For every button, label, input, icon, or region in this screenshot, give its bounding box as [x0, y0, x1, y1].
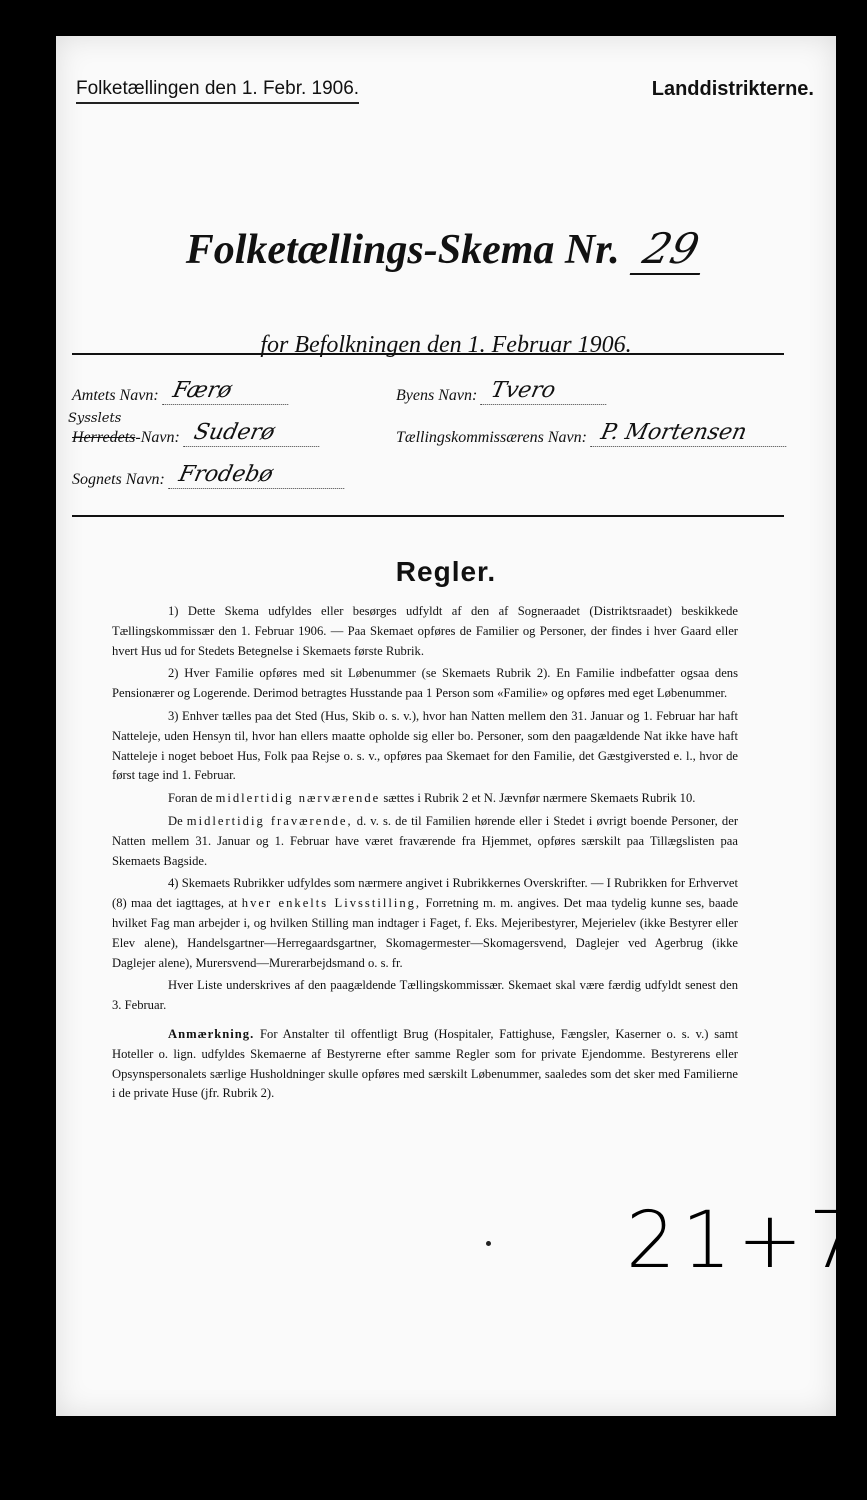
form-title [56, 224, 836, 275]
amt-label: Amtets Navn: [72, 387, 159, 404]
sogn-field [72, 462, 347, 489]
by-field [396, 378, 609, 405]
rules-heading: Regler. [395, 556, 497, 587]
divider-top [72, 353, 784, 355]
by-value: Tvero [480, 378, 612, 405]
rule-1: 1) Dette Skema udfyldes eller besørges udfyldt af den af Sogneraadet (Distriktsraadet) beskikkede Tællingskommissær den 1. Februar 1906. — Paa Skemaet opføres de Familier og Personer, der findes i hver Gaard eller hvert Hus ud for Stedets Betegnelse i Skemaets første Rubrik. [112, 604, 738, 658]
kommissaer-label: Tællingskommissærens Navn: [396, 429, 587, 446]
census-form-page [56, 36, 865, 1416]
rule-3b [112, 789, 738, 809]
form-title-text: Folketællings-Skema Nr. [185, 227, 620, 273]
district-type-header: Landdistrikterne. [651, 78, 814, 100]
herred-struck: Herredets [72, 429, 136, 446]
by-label: Byens Navn: [396, 387, 478, 404]
form-subtitle: for Befolkningen den 1. Februar 1906. [260, 332, 632, 358]
kommissaer-value: P. Mortensen [590, 420, 792, 447]
rule-4b: Hver Liste underskrives af den paagældende Tællingskommissær. Skemaet skal være færdig udfyldt senest den 3. Februar. [112, 978, 738, 1013]
amt-value: Færø [162, 378, 294, 405]
sysle-handwritten: Sysslets [68, 411, 122, 426]
rule-3b-pre: Foran de [168, 791, 213, 806]
note [112, 1025, 738, 1104]
divider-bottom [72, 515, 784, 517]
rule-3c-spaced: midlertidig fraværende, [186, 813, 353, 828]
census-date-header: Folketællingen den 1. Febr. 1906. [76, 78, 359, 104]
rule-4-spaced: hver enkelts Livsstilling, [241, 896, 422, 911]
form-number: 29 [630, 224, 713, 275]
amt-field [72, 378, 291, 405]
herred-value: Suderø [183, 420, 325, 447]
sogn-value: Frodebø [168, 462, 350, 489]
rule-3c [112, 812, 738, 871]
kommissaer-field [396, 420, 789, 447]
herred-field [68, 411, 322, 447]
rule-3: 3) Enhver tælles paa det Sted (Hus, Skib o. s. v.), hvor han Natten mellem den 31. Januar og 1. Februar har haft Natteleje, uden Hensyn til, hvor han ellers maatte opholde sig eller bo. Personer, som den paagældende Nat ikke have haft Natteleje i noget beboet Hus, Folk paa Rejse o. s. v., opføres paa Skemaet for den Familie, det Gæstgiversted e. l., hvor de først tage ind 1. Februar. [112, 708, 738, 783]
rule-4-post: Forretning m. m. angives. Det maa tydelig kunne ses, baade hvilket Fag man arbejder i, og hvilken Stilling man indtager i Faget, f. Eks. Mejeribestyrer, Mejerielev (ikke Bestyrer eller Elev alene), Handelsgartner—Herregaardsgartner, Skomagermester—Skomagersvend, Daglejer ved Agerbrug (ikke Daglejer alene), Murersvend—Murerarbejdsmand o. s. fr. [112, 896, 739, 970]
note-label: Anmærkning. [168, 1026, 255, 1041]
pencil-dot [486, 1241, 491, 1246]
rule-3b-post: sættes i Rubrik 2 et N. Jævnfør nærmere Skemaets Rubrik 10. [383, 791, 696, 806]
sogn-label: Sognets Navn: [72, 471, 165, 488]
rule-3b-spaced: midlertidig nærværende [215, 791, 381, 806]
note-text: For Anstalter til offentligt Brug (Hospitaler, Fattighuse, Fængsler, Kaserner o. s. v.) samt Hoteller o. lign. udfyldes Skemaerne af Bestyrerne efter samme Regler som for private Ejendomme. Bestyrerens eller Opsynspersonalets særlige Husholdninger skulle opføres med særskilt Løbenummer, saaledes som det sker med Familierne i de private Huse (jfr. Rubrik 2). [112, 1026, 739, 1101]
herred-suffix: -Navn: [135, 429, 180, 446]
rule-2: 2) Hver Familie opføres med sit Løbenummer (se Skemaets Rubrik 2). En Familie indbefatter ogsaa dens Pensionærer og Logerende. Derimod betragtes Husstande paa 1 Person som «Familie» og opføres med eget Løbenummer. [112, 666, 738, 701]
pencil-annotation: 21+7 [626, 1196, 865, 1286]
rule-4 [112, 874, 738, 973]
herred-label [68, 411, 180, 447]
rule-3c-pre: De [168, 813, 183, 828]
rules-body [112, 602, 738, 1107]
rule-4-pre: 4) Skemaets Rubrikker udfyldes som nærmere angivet i Rubrikkernes Overskrifter. — I Rubrikken for Erhvervet (8) maa det iagttages, at [112, 876, 738, 911]
rule-3c-post: d. v. s. de til Familien hørende eller i Stedet i øvrigt boende Personer, der Natten mellem 31. Januar og 1. Februar have været fraværende fra Hjemmet, opføres særskilt paa Tillægslisten paa Skemaets Bagside. [112, 813, 739, 868]
